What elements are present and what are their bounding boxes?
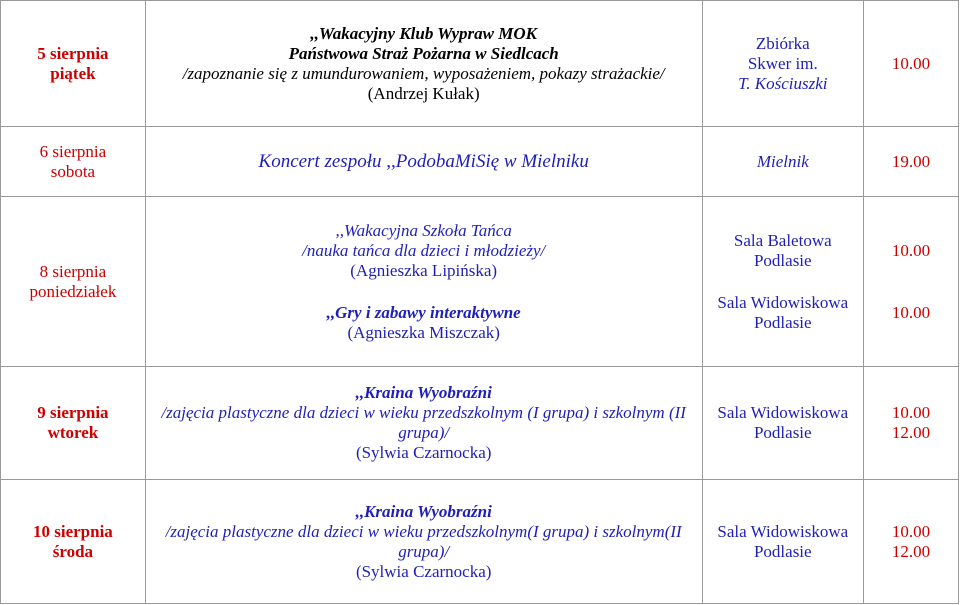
time-cell xyxy=(864,480,959,604)
place-line: Zbiórka xyxy=(755,33,810,53)
date-cell xyxy=(1,127,146,197)
event-time: 12.00 xyxy=(891,541,931,561)
date-day: 8 sierpnia xyxy=(39,261,107,281)
event-description: /zajęcia plastyczne dla dzieci w wieku przedszkolnym (I grupa) i szkolnym (II grupa)/ xyxy=(161,403,686,442)
date-weekday: poniedziałek xyxy=(29,281,117,301)
date-weekday: sobota xyxy=(50,161,96,181)
event-cell xyxy=(145,367,702,480)
event-title: ,,Gry i zabawy interaktywne xyxy=(326,302,521,322)
place-line: Podlasie xyxy=(753,423,812,442)
place-line: Podlasie xyxy=(753,541,812,561)
event-description: /nauka tańca dla dzieci i młodzieży/ xyxy=(302,240,546,260)
place-line: Podlasie xyxy=(753,250,812,270)
event-time: 10.00 xyxy=(891,302,931,322)
place-cell xyxy=(702,367,863,480)
date-weekday: wtorek xyxy=(47,423,99,442)
event-cell xyxy=(145,480,702,604)
event-time: 10.00 xyxy=(891,53,931,73)
date-cell xyxy=(1,197,146,367)
event-title: ,,Wakacyjna Szkoła Tańca xyxy=(335,220,512,240)
event-title: ,,Kraina Wyobraźni xyxy=(355,501,492,521)
event-time: 10.00 xyxy=(891,521,931,541)
place-line: Skwer im. xyxy=(747,53,818,73)
event-person: (Sylwia Czarnocka) xyxy=(355,443,492,462)
event-cell xyxy=(145,197,702,367)
place-line: Mielnik xyxy=(756,151,809,171)
time-cell xyxy=(864,127,959,197)
place-line: Sala Widowiskowa xyxy=(717,403,849,422)
event-time: 10.00 xyxy=(891,240,931,260)
table-row xyxy=(1,480,959,604)
date-weekday: środa xyxy=(52,541,94,561)
event-title: ,,Kraina Wyobraźni xyxy=(355,383,492,402)
place-line: T. Kościuszki xyxy=(738,73,828,93)
event-person: (Andrzej Kułak) xyxy=(367,83,480,103)
event-description: /zajęcia plastyczne dla dzieci w wieku przedszkolnym(I grupa) i szkolnym(II grupa)/ xyxy=(165,521,682,561)
date-day: 6 sierpnia xyxy=(39,141,107,161)
event-title: Koncert zespołu ,,PodobaMiSię w Mielniku xyxy=(258,150,589,172)
event-person: (Agnieszka Miszczak) xyxy=(347,322,500,342)
place-cell xyxy=(702,127,863,197)
event-time: 10.00 xyxy=(891,403,931,422)
time-cell xyxy=(864,367,959,480)
time-cell xyxy=(864,197,959,367)
event-cell xyxy=(145,127,702,197)
event-person: (Sylwia Czarnocka) xyxy=(355,561,492,581)
date-cell xyxy=(1,480,146,604)
event-description: /zapoznanie się z umundurowaniem, wyposażeniem, pokazy strażackie/ xyxy=(182,63,665,83)
place-line: Sala Widowiskowa xyxy=(717,521,849,541)
place-line: Podlasie xyxy=(753,312,812,332)
event-subtitle: Państwowa Straż Pożarna w Siedlcach xyxy=(288,43,559,63)
event-time: 19.00 xyxy=(891,151,931,171)
date-day: 10 sierpnia xyxy=(33,521,113,541)
event-title: ,,Wakacyjny Klub Wypraw MOK xyxy=(310,23,537,43)
table-row xyxy=(1,1,959,127)
event-person: (Agnieszka Lipińska) xyxy=(350,260,498,280)
table-row xyxy=(1,367,959,480)
event-time: 12.00 xyxy=(891,423,931,442)
place-cell xyxy=(702,1,863,127)
place-cell xyxy=(702,480,863,604)
event-cell xyxy=(145,1,702,127)
time-cell xyxy=(864,1,959,127)
table-row xyxy=(1,197,959,367)
place-line: Sala Baletowa xyxy=(733,230,832,250)
place-cell xyxy=(702,197,863,367)
date-day: 5 sierpnia xyxy=(37,43,109,63)
date-cell xyxy=(1,367,146,480)
date-day: 9 sierpnia xyxy=(37,403,109,422)
date-cell xyxy=(1,1,146,127)
date-weekday: piątek xyxy=(50,63,96,83)
table-row xyxy=(1,127,959,197)
place-line: Sala Widowiskowa xyxy=(717,292,849,312)
